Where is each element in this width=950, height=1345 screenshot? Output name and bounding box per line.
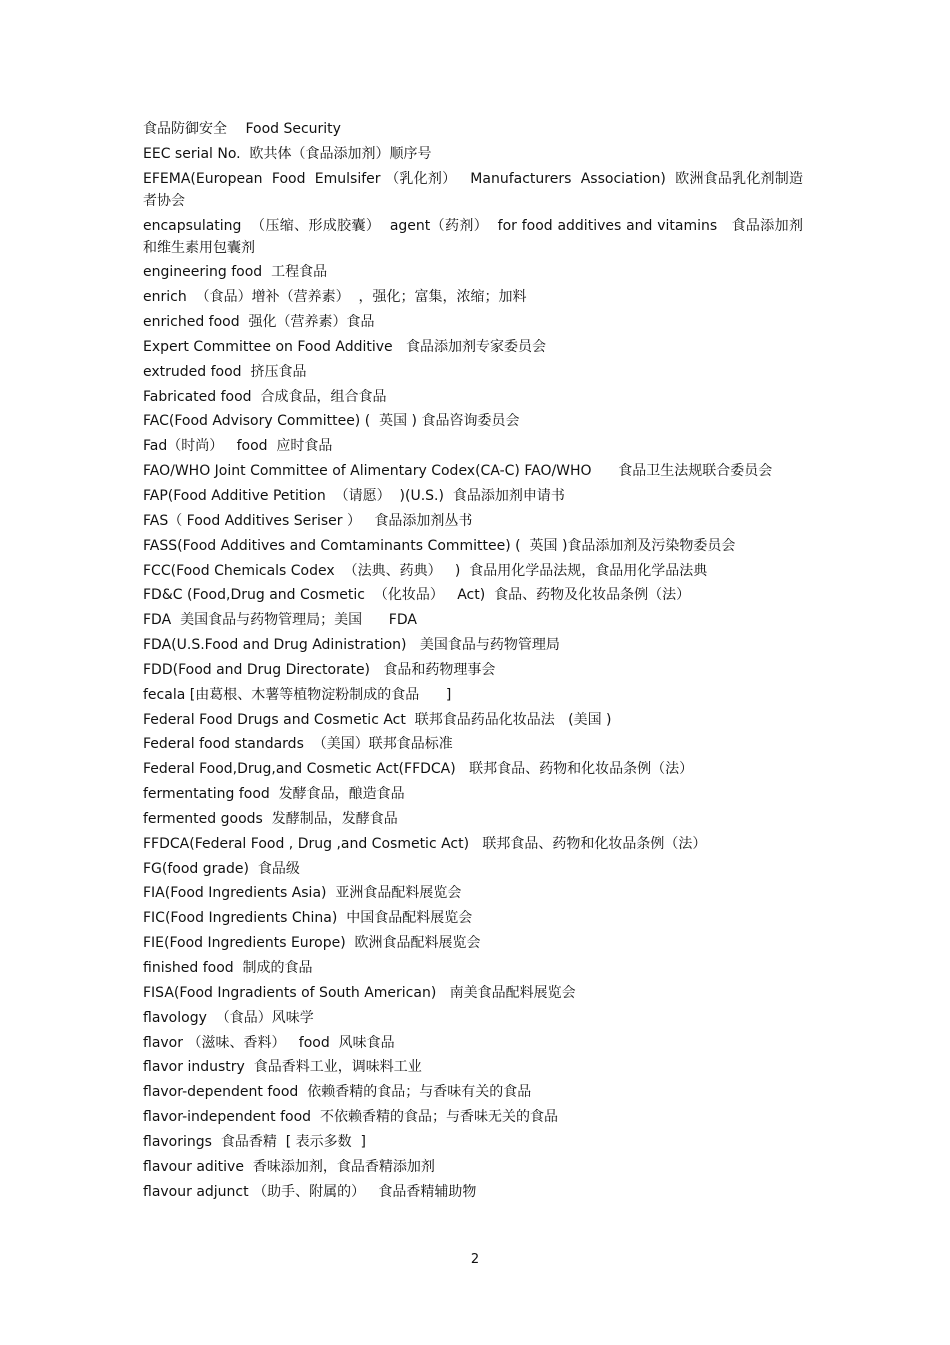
glossary-entry: FCC(Food Chemicals Codex （法典、药典） ) 食品用化学品法规，食品用化学品法典 xyxy=(143,562,708,579)
glossary-entry: EEC serial No. 欧共体（食品添加剂）顺序号 xyxy=(143,145,432,162)
glossary-entry: FAS（ Food Additives Seriser ） 食品添加剂丛书 xyxy=(143,512,473,529)
glossary-entry: FAP(Food Additive Petition （请愿） )(U.S.) 食品添加剂申请书 xyxy=(143,487,565,504)
glossary-entry: FDA 美国食品与药物管理局；美国 FDA xyxy=(143,612,417,629)
glossary-entry: FIA(Food Ingredients Asia) 亚洲食品配料展览会 xyxy=(143,885,462,902)
glossary-entry: FFDCA(Federal Food , Drug ,and Cosmetic Act) 联邦食品、药物和化妆品条例（法） xyxy=(143,835,707,852)
glossary-entry: flavology （食品）风味学 xyxy=(143,1009,314,1026)
glossary-entry: Federal Food Drugs and Cosmetic Act 联邦食品药品化妆品法 (美国 ) xyxy=(143,711,612,728)
glossary-entry: Federal food standards （美国）联邦食品标准 xyxy=(143,736,453,753)
glossary-entry: flavorings 食品香精 [ 表示多数 ] xyxy=(143,1133,367,1150)
glossary-entry: flavour adjunct （助手、附属的） 食品香精辅助物 xyxy=(143,1183,477,1200)
glossary-entry: EFEMA(European Food Emulsifer （乳化剂） Manufacturers Association) 欧洲食品乳化剂制造者协会 xyxy=(143,170,803,209)
glossary-entry: flavor （滋味、香料） food 风味食品 xyxy=(143,1034,395,1051)
glossary-entry: Federal Food,Drug,and Cosmetic Act(FFDCA) 联邦食品、药物和化妆品条例（法） xyxy=(143,761,694,778)
glossary-entry: Fad（时尚） food 应时食品 xyxy=(143,438,333,455)
glossary-entry: enrich （食品）增补（营养素） ，强化；富集，浓缩；加料 xyxy=(143,289,527,306)
glossary-entry: FISA(Food Ingradients of South American) 南美食品配料展览会 xyxy=(143,984,576,1001)
glossary-entry: 食品防御安全 Food Security xyxy=(143,121,341,137)
glossary-list xyxy=(143,118,803,1205)
glossary-entry: extruded food 挤压食品 xyxy=(143,363,307,380)
glossary-entry: fecala [由葛根、木薯等植物淀粉制成的食品 ] xyxy=(143,686,452,703)
glossary-entry: Fabricated food 合成食品，组合食品 xyxy=(143,388,387,405)
glossary-entry: FDD(Food and Drug Directorate) 食品和药物理事会 xyxy=(143,661,496,678)
glossary-entry: FD&C (Food,Drug and Cosmetic （化妆品） Act) 食品、药物及化妆品条例（法） xyxy=(143,587,691,604)
glossary-entry: FIE(Food Ingredients Europe) 欧洲食品配料展览会 xyxy=(143,935,481,952)
glossary-entry: flavor industry 食品香料工业，调味料工业 xyxy=(143,1059,422,1076)
glossary-entry: engineering food 工程食品 xyxy=(143,264,328,281)
glossary-entry: flavor-independent food 不依赖香精的食品；与香味无关的食品 xyxy=(143,1109,558,1126)
glossary-entry: Expert Committee on Food Additive 食品添加剂专家委员会 xyxy=(143,338,547,355)
glossary-entry: fermented goods 发酵制品，发酵食品 xyxy=(143,810,398,827)
glossary-entry: FG(food grade) 食品级 xyxy=(143,860,300,877)
glossary-entry: encapsulating （压缩、形成胶囊） agent（药剂） for food additives and vitamins 食品添加剂和维生素用包囊剂 xyxy=(143,217,803,256)
glossary-entry: FDA(U.S.Food and Drug Adinistration) 美国食品与药物管理局 xyxy=(143,637,560,654)
glossary-entry: FIC(Food Ingredients China) 中国食品配料展览会 xyxy=(143,910,473,927)
glossary-entry: enriched food 强化（营养素）食品 xyxy=(143,314,375,331)
glossary-entry: FAO/WHO Joint Committee of Alimentary Codex(CA-C) FAO/WHO 食品卫生法规联合委员会 xyxy=(143,463,773,480)
glossary-entry: finished food 制成的食品 xyxy=(143,960,313,976)
glossary-entry: FAC(Food Advisory Committee) ( 英国 ) 食品咨询委员会 xyxy=(143,413,520,430)
glossary-entry: flavor-dependent food 依赖香精的食品；与香味有关的食品 xyxy=(143,1084,532,1101)
glossary-entry: fermentating food 发酵食品，酿造食品 xyxy=(143,786,405,803)
glossary-entry: flavour aditive 香味添加剂，食品香精添加剂 xyxy=(143,1158,435,1175)
glossary-entry: FASS(Food Additives and Comtaminants Committee) ( 英国 )食品添加剂及污染物委员会 xyxy=(143,537,736,554)
page-number: 2 xyxy=(470,1252,480,1267)
